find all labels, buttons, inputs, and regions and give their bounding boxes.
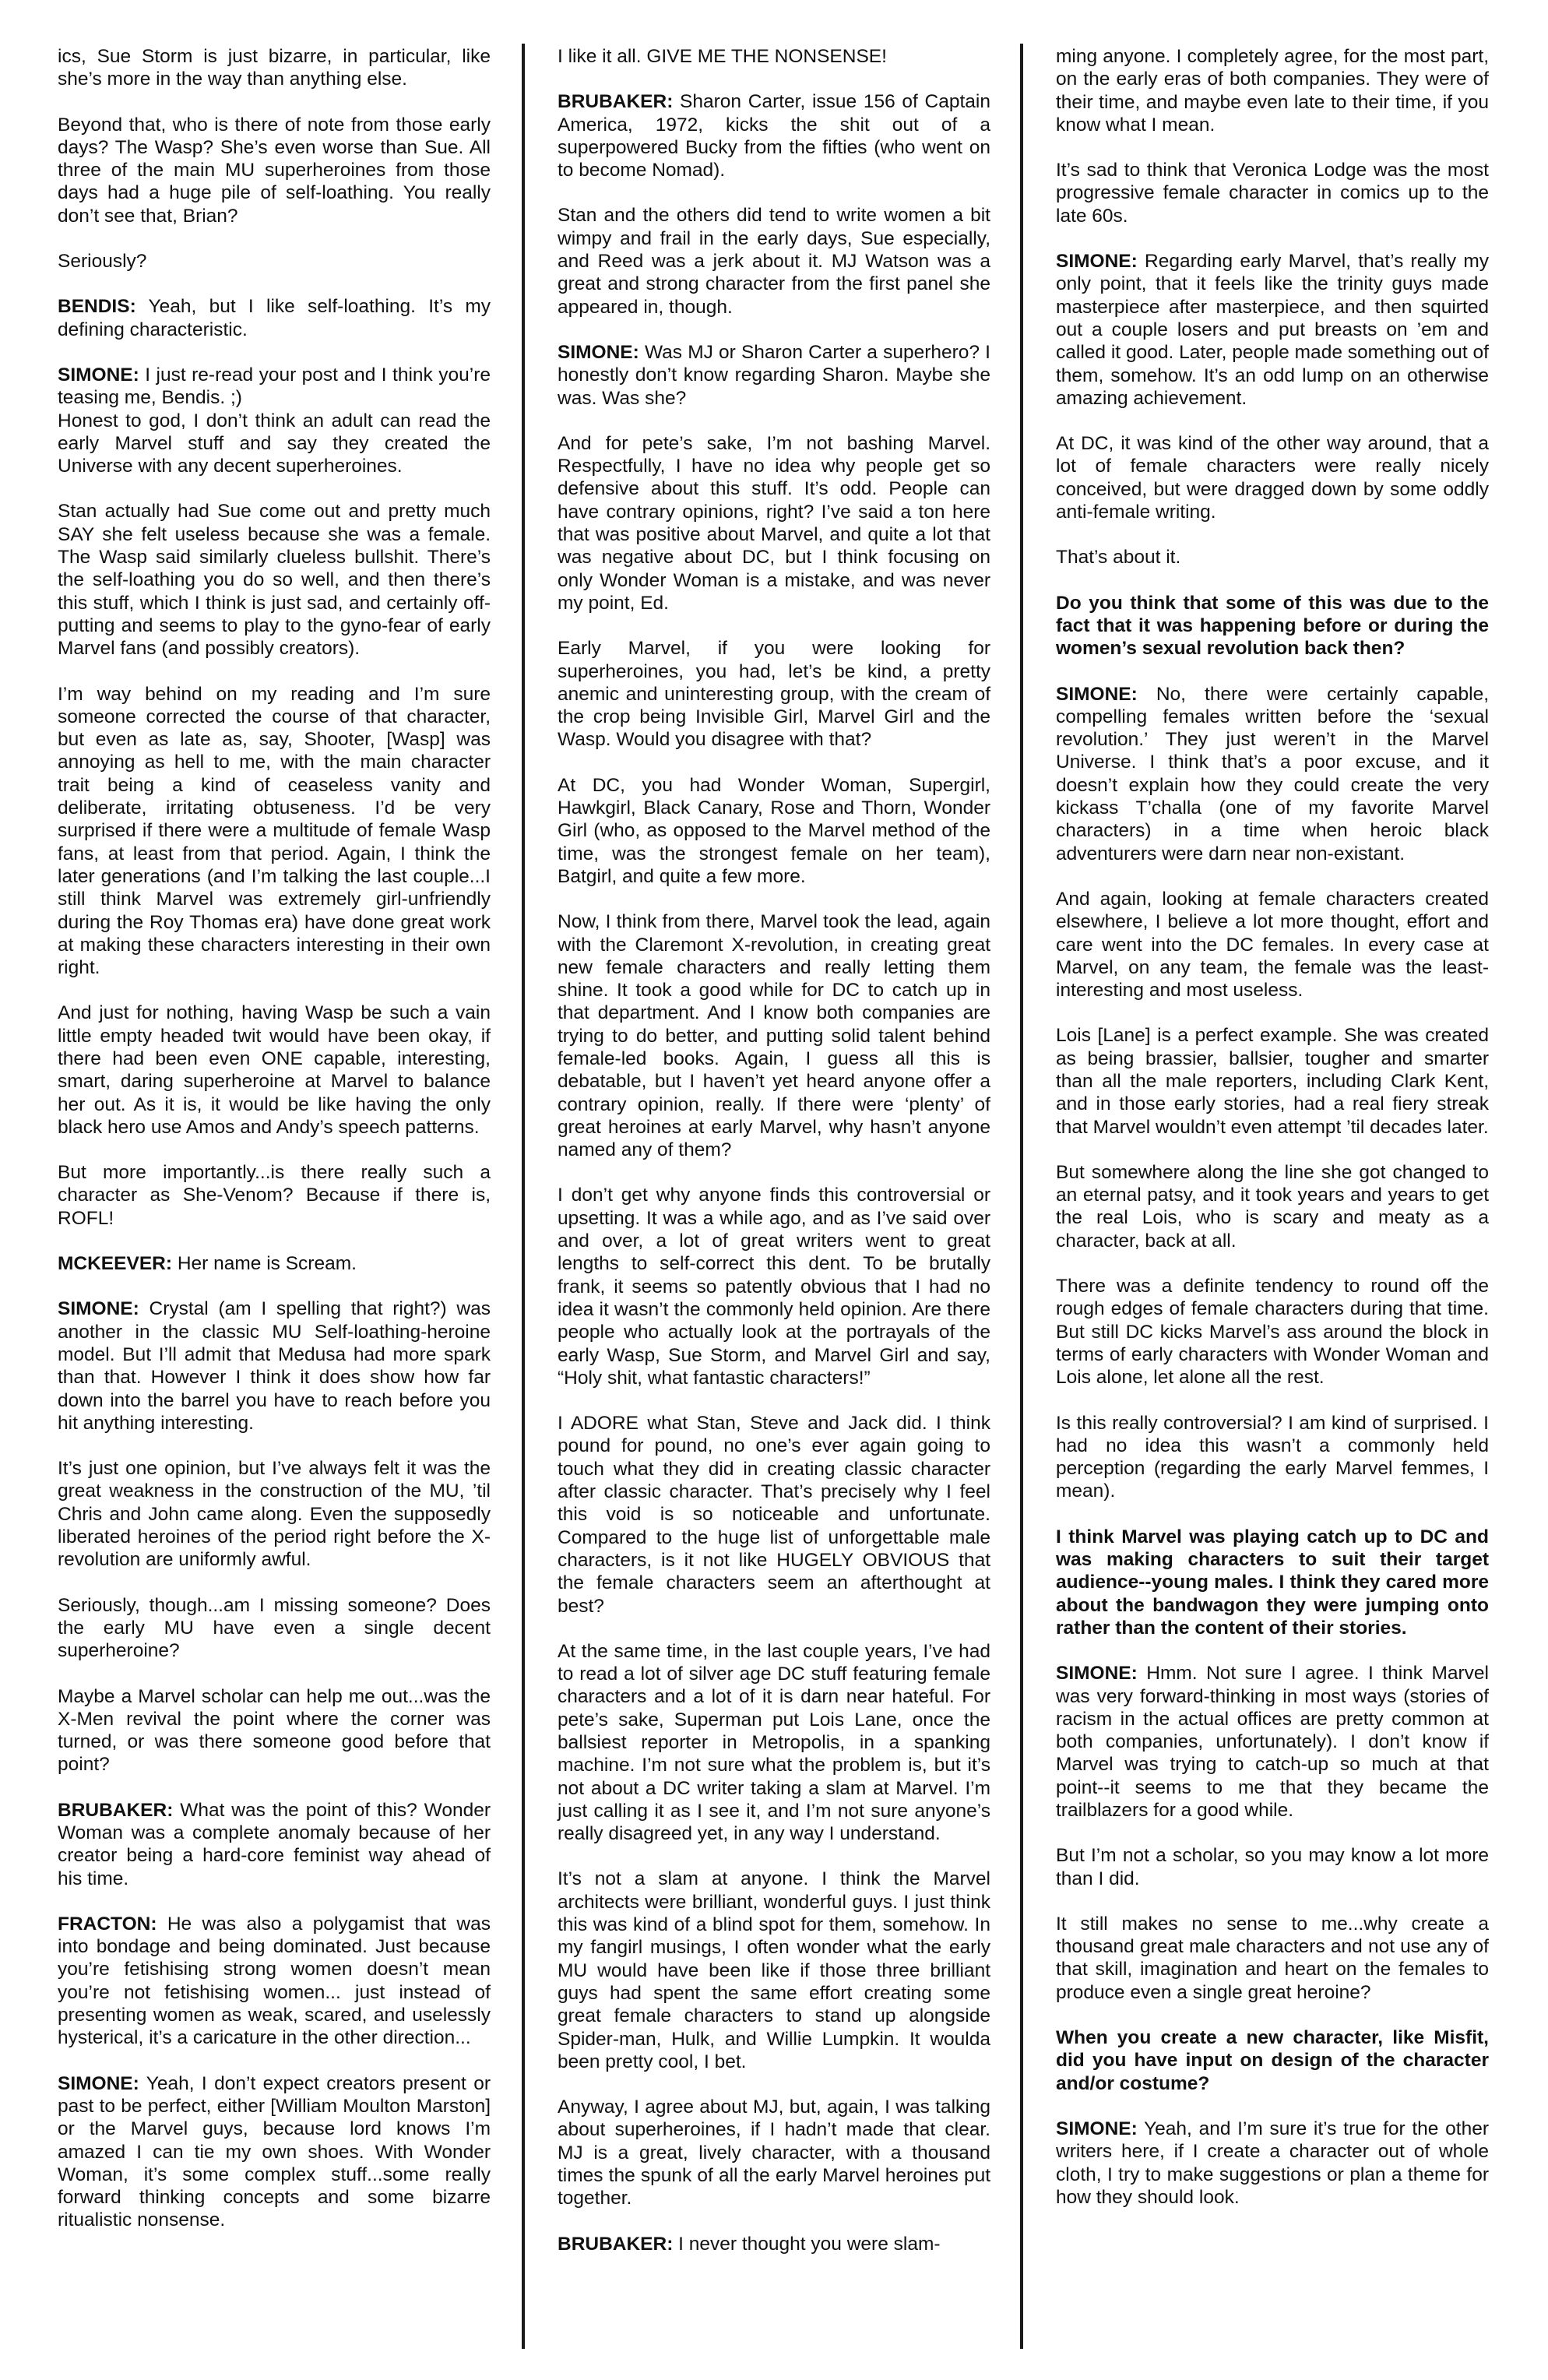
text-column-left [58,45,491,2255]
interview-paragraph [558,1184,990,1389]
interview-paragraph [1056,1662,1489,1822]
paragraph-text: Stan actually had Sue come out and pretty much SAY she felt useless because she was a female. The Wasp said similarly clueless bullshit. There’s the self-loathing you do so well, and then there’s this stuff, which I think is just sad, and certainly off-putting and seems to play to the gyno-fear of early Marvel fans (and possibly creators). [58,501,491,660]
speaker-name: SIMONE: [58,2072,139,2094]
paragraph-text: Seriously? [58,251,147,273]
interview-paragraph [58,1297,491,1435]
interview-paragraph [1056,888,1489,1002]
paragraph-text: But I’m not a scholar, so you may know a lot more than I did. [1056,1845,1489,1889]
paragraph-text: Honest to god, I don’t think an adult can read the early Marvel stuff and say they created the Universe with any decent superheroines. [58,410,491,477]
speaker-name: BRUBAKER: [58,1799,174,1821]
interview-question [1056,592,1489,660]
interview-paragraph [58,1002,491,1139]
speaker-name: FRACTON: [58,1913,157,1935]
paragraph-text: I don’t get why anyone finds this controversial or upsetting. It was a while ago, and as I’ve said over and over, a lot of great writers went to great lengths to self-correct this dent. To be brutally frank, it seems so patently obvious that I had no idea it wasn’t the commonly held opinion. Are there people who actually look at the portrayals of the early Wasp, Sue Storm, and Marvel Girl and say, “Holy shit, what fantastic characters!” [558,1185,990,1389]
speaker-name: BENDIS: [58,296,136,318]
paragraph-text: And for pete’s sake, I’m not bashing Marvel. Respectfully, I have no idea why people get so defensive about this stuff. It’s odd. People can have contrary opinions, right? I’ve said a ton here that was positive about Marvel, and quite a lot that was negative about DC, but I think focusing on only Wonder Woman is a mistake, and was never my point, Ed. [558,432,990,614]
interview-paragraph [58,1799,491,1890]
interview-paragraph [58,683,491,980]
speaker-name: SIMONE: [1056,1663,1138,1685]
speaker-name: SIMONE: [558,341,639,363]
paragraph-text: Seriously, though...am I missing someone? Does the early MU have even a single decent superheroine? [58,1594,491,1662]
paragraph-text: I like it all. GIVE ME THE NONSENSE! [558,46,887,67]
interview-paragraph [58,250,491,273]
paragraph-text: Regarding early Marvel, that’s really my only point, that it feels like the trinity guys made masterpiece after masterpiece, and then squirted out a couple losers and put breasts on ’em and called it good. Later, people made something out of them, somehow. It’s an odd lump on an otherwise amazing achievement. [1056,251,1489,409]
interview-paragraph [58,45,491,91]
question-text: When you create a new character, like Misfit, did you have input on design of the character and/or costume? [1056,2027,1489,2094]
interview-paragraph [1056,1024,1489,1138]
interview-paragraph [1056,1275,1489,1389]
interview-paragraph [558,1640,990,1846]
interview-paragraph [58,295,491,341]
interview-paragraph [558,910,990,1161]
speaker-name: BRUBAKER: [558,91,674,113]
paragraph-text: Now, I think from there, Marvel took the lead, again with the Claremont X-revolution, in creating great new female characters and really letting them shine. It took a good while for DC to catch up in that department. And I know both companies are trying to do better, and putting solid talent behind female-led books. Again, I guess all this is debatable, but I haven’t yet heard anyone offer a contrary opinion, really. If there were ‘plenty’ of great heroines at early Marvel, why hasn’t anyone named any of them? [558,911,990,1161]
interview-paragraph [58,1252,491,1275]
interview-paragraph [1056,45,1489,136]
interview-paragraph [558,774,990,888]
interview-paragraph [558,2096,990,2209]
interview-paragraph [1056,1844,1489,1890]
paragraph-text: What was the point of this? Wonder Woman was a complete anomaly because of her creator being a hard-core feminist way ahead of his time. [58,1799,491,1889]
interview-paragraph [558,432,990,614]
paragraph-text: It’s sad to think that Veronica Lodge was the most progressive female character in comics up to the late 60s. [1056,160,1489,227]
paragraph-text: It’s not a slam at anyone. I think the Marvel architects were brilliant, wonderful guys. I just think this was kind of a blind spot for them, somehow. In my fangirl musings, I often wonder what the early MU would have been like if those three brilliant guys had spent the same effort creating some great female characters to stand up alongside Spider-man, Hulk, and Willie Lumpkin. It woulda been pretty cool, I bet. [558,1868,990,2072]
interview-paragraph [1056,250,1489,410]
column-divider-right [1020,44,1023,2349]
paragraph-text: I’m way behind on my reading and I’m sure someone corrected the course of that character, but even as late as, say, Shooter, [Wasp] was annoying as hell to me, with the main character trait being a kind of ceaseless vanity and deliberate, irritating obtuseness. I’d be very surprised if there were a multitude of female Wasp fans, at least from that period. Again, I think the later generations (and I’m talking the last couple...I still think Marvel was extremely girl-unfriendly during the Roy Thomas era) have done great work at making these characters interesting in their own right. [58,683,491,979]
interview-question [1056,1526,1489,1639]
paragraph-text: And just for nothing, having Wasp be such a vain little empty headed twit would have been okay, if there had been even ONE capable, interesting, smart, daring superheroine at Marvel to balance her out. As it is, it would be like having the only black hero use Amos and Andy’s speech patterns. [58,1002,491,1138]
interview-paragraph [1056,1913,1489,2004]
paragraph-text: Early Marvel, if you were looking for superheroines, you had, let’s be kind, a pretty anemic and uninteresting group, with the cream of the crop being Invisible Girl, Marvel Girl and the Wasp. Would you disagree with that? [558,638,990,751]
paragraph-text: And again, looking at female characters created elsewhere, I believe a lot more thought, effort and care went into the DC females. In every case at Marvel, on any team, the female was the least-interesting and most useless. [1056,888,1489,1002]
text-column-right [1056,45,1489,2231]
column-divider-left [522,44,525,2349]
interview-question [1056,2026,1489,2095]
paragraph-text: That’s about it. [1056,547,1181,569]
paragraph-text: Crystal (am I spelling that right?) was another in the classic MU Self-loathing-heroine model. But I’ll admit that Medusa had more spark than that. However I think it does show how far down into the barrel you have to reach before you hit anything interesting. [58,1298,491,1434]
interview-paragraph [558,1412,990,1618]
paragraph-text: At DC, it was kind of the other way around, that a lot of female characters were really nicely conceived, but were dragged down by some oddly anti-female writing. [1056,433,1489,523]
paragraph-text: Is this really controversial? I am kind of surprised. I had no idea this wasn’t a commonly held perception (regarding the early Marvel femmes, I mean). [1056,1412,1489,1502]
text-column-middle [558,45,990,2278]
paragraph-text: Beyond that, who is there of note from those early days? The Wasp? She’s even worse than Sue. All three of the main MU superheroines from those days had a huge pile of self-loathing. You really don’t see that, Brian? [58,114,491,227]
paragraph-text: But somewhere along the line she got changed to an eternal patsy, and it took years and years to get the real Lois, who is scary and meaty as a character, back at all. [1056,1161,1489,1252]
interview-paragraph [58,410,491,478]
paragraph-text: Sharon Carter, issue 156 of Captain America, 1972, kicks the shit out of a superpowered Bucky from the fifties (who went on to become Nomad). [558,91,990,181]
interview-paragraph [58,364,491,410]
paragraph-text: Hmm. Not sure I agree. I think Marvel was very forward-thinking in most ways (stories of racism in the actual offices are pretty common at both companies, unfortunately). I don’t know if Marvel was trying to catch-up so much at that point--it seems to me that they became the trailblazers for a good while. [1056,1663,1489,1821]
paragraph-text: I ADORE what Stan, Steve and Jack did. I think pound for pound, no one’s ever again going to touch what they did in creating classic character after classic character. That’s precisely why I feel this void is so noticeable and unfortunate. Compared to the huge list of unforgettable male characters, is it not like HUGELY OBVIOUS that the female characters seem an afterthought at best? [558,1413,990,1617]
paragraph-text: Yeah, and I’m sure it’s true for the other writers here, if I create a character out of whole cloth, I try to make suggestions or plan a theme for how they should look. [1056,2118,1489,2208]
interview-paragraph [558,341,990,410]
paragraph-text: ics, Sue Storm is just bizarre, in particular, like she’s more in the way than anything else. [58,46,491,90]
interview-paragraph [58,1161,491,1230]
paragraph-text: Lois [Lane] is a perfect example. She was created as being brassier, ballsier, tougher and smarter than all the male reporters, including Clark Kent, and in those early stories, had a real fiery streak that Marvel wouldn’t even attempt ’til decades later. [1056,1025,1489,1138]
speaker-name: SIMONE: [1056,683,1138,705]
paragraph-text: Her name is Scream. [172,1253,357,1275]
speaker-name: BRUBAKER: [558,2233,674,2255]
interview-paragraph [558,90,990,181]
paragraph-text: But more importantly...is there really such a character as She-Venom? Because if there is, ROFL! [58,1162,491,1229]
paragraph-text: Stan and the others did tend to write women a bit wimpy and frail in the early days, Sue especially, and Reed was a jerk about it. MJ Watson was a great and strong character from the first panel she appeared in, though. [558,205,990,318]
paragraph-text: Was MJ or Sharon Carter a superhero? I honestly don’t know regarding Sharon. Maybe she was. Was she? [558,341,990,409]
speaker-name: MCKEEVER: [58,1253,173,1275]
interview-paragraph [58,1457,491,1571]
speaker-name: SIMONE: [1056,2118,1138,2139]
paragraph-text: Anyway, I agree about MJ, but, again, I was talking about superheroines, if I hadn’t made that clear. MJ is a great, lively character, with a thousand times the spunk of all the early Marvel heroines put together. [558,2097,990,2209]
interview-paragraph [58,114,491,227]
interview-paragraph [58,1594,491,1663]
speaker-name: SIMONE: [58,1298,139,1320]
paragraph-text: I never thought you were slam- [673,2233,941,2255]
interview-paragraph [1056,1161,1489,1252]
paragraph-text: Yeah, but I like self-loathing. It’s my defining characteristic. [58,296,491,340]
interview-paragraph [558,2233,990,2255]
speaker-name: SIMONE: [1056,251,1138,273]
paragraph-text: ming anyone. I completely agree, for the most part, on the early eras of both companies. They were of their time, and maybe even late to their time, if you know what I mean. [1056,46,1489,136]
paragraph-text: It’s just one opinion, but I’ve always felt it was the great weakness in the construction of the MU, ’til Chris and John came along. Even the supposedly liberated heroines of the period right before the X-revolution are uniformly awful. [58,1458,491,1571]
interview-paragraph [558,204,990,318]
interview-paragraph [1056,683,1489,865]
paragraph-text: No, there were certainly capable, compelling females written before the ‘sexual revolution.’ They just weren’t in the Marvel Universe. I think that’s a poor excuse, and it doesn’t explain how they could create the very kickass T’challa (one of my favorite Marvel characters) in a time when heroic black adventurers were darn near non-existant. [1056,683,1489,864]
paragraph-text: It still makes no sense to me...why create a thousand great male characters and not use any of that skill, imagination and heart on the females to produce even a single great heroine? [1056,1913,1489,2003]
interview-paragraph [558,637,990,751]
interview-paragraph [1056,159,1489,227]
paragraph-text: I just re-read your post and I think you’re teasing me, Bendis. ;) [58,364,491,409]
interview-paragraph [58,1913,491,2050]
interview-paragraph [58,1685,491,1776]
interview-paragraph [58,500,491,660]
interview-paragraph [1056,1412,1489,1503]
question-text: Do you think that some of this was due to the fact that it was happening before or during the women’s sexual revolution back then? [1056,592,1489,660]
paragraph-text: At the same time, in the last couple years, I’ve had to read a lot of silver age DC stuff featuring female characters and a lot of it is darn near hateful. For pete’s sake, Superman put Lois Lane, once the ballsiest reporter in Metropolis, in a spanking machine. I’m not sure what the problem is, but it’s not about a DC writer taking a slam at Marvel. I’m just calling it as I see it, and I’m not sure anyone’s really disagreed yet, in any way I understand. [558,1640,990,1845]
interview-paragraph [1056,546,1489,569]
speaker-name: SIMONE: [58,364,139,386]
paragraph-text: There was a definite tendency to round off the rough edges of female characters during that time. But still DC kicks Marvel’s ass around the block in terms of early characters with Wonder Woman and Lois alone, let alone all the rest. [1056,1276,1489,1389]
paragraph-text: Yeah, I don’t expect creators present or past to be perfect, either [William Moulton Marston] or the Marvel guys, because lord knows I’m amazed I can tie my own shoes. With Wonder Woman, it’s some complex stuff...some really forward thinking concepts and some bizarre ritualistic nonsense. [58,2072,491,2231]
interview-paragraph [58,2072,491,2232]
question-text: I think Marvel was playing catch up to DC and was making characters to suit their target audience--young males. I think they cared more about the bandwagon they were jumping onto rather than the content of their stories. [1056,1526,1489,1639]
interview-paragraph [1056,432,1489,523]
interview-paragraph [1056,2118,1489,2209]
interview-paragraph [558,45,990,68]
paragraph-text: Maybe a Marvel scholar can help me out...was the X-Men revival the point where the corner was turned, or was there someone good before that point? [58,1685,491,1776]
paragraph-text: He was also a polygamist that was into bondage and being dominated. Just because you’re fetishising strong women doesn’t mean you’re not fetishising women... just instead of presenting women as weak, scared, and uselessly hysterical, it’s a caricature in the other direction... [58,1913,491,2049]
interview-paragraph [558,1868,990,2073]
paragraph-text: At DC, you had Wonder Woman, Supergirl, Hawkgirl, Black Canary, Rose and Thorn, Wonder Girl (who, as opposed to the Marvel method of the time, was the strongest female on her team), Batgirl, and quite a few more. [558,774,990,887]
